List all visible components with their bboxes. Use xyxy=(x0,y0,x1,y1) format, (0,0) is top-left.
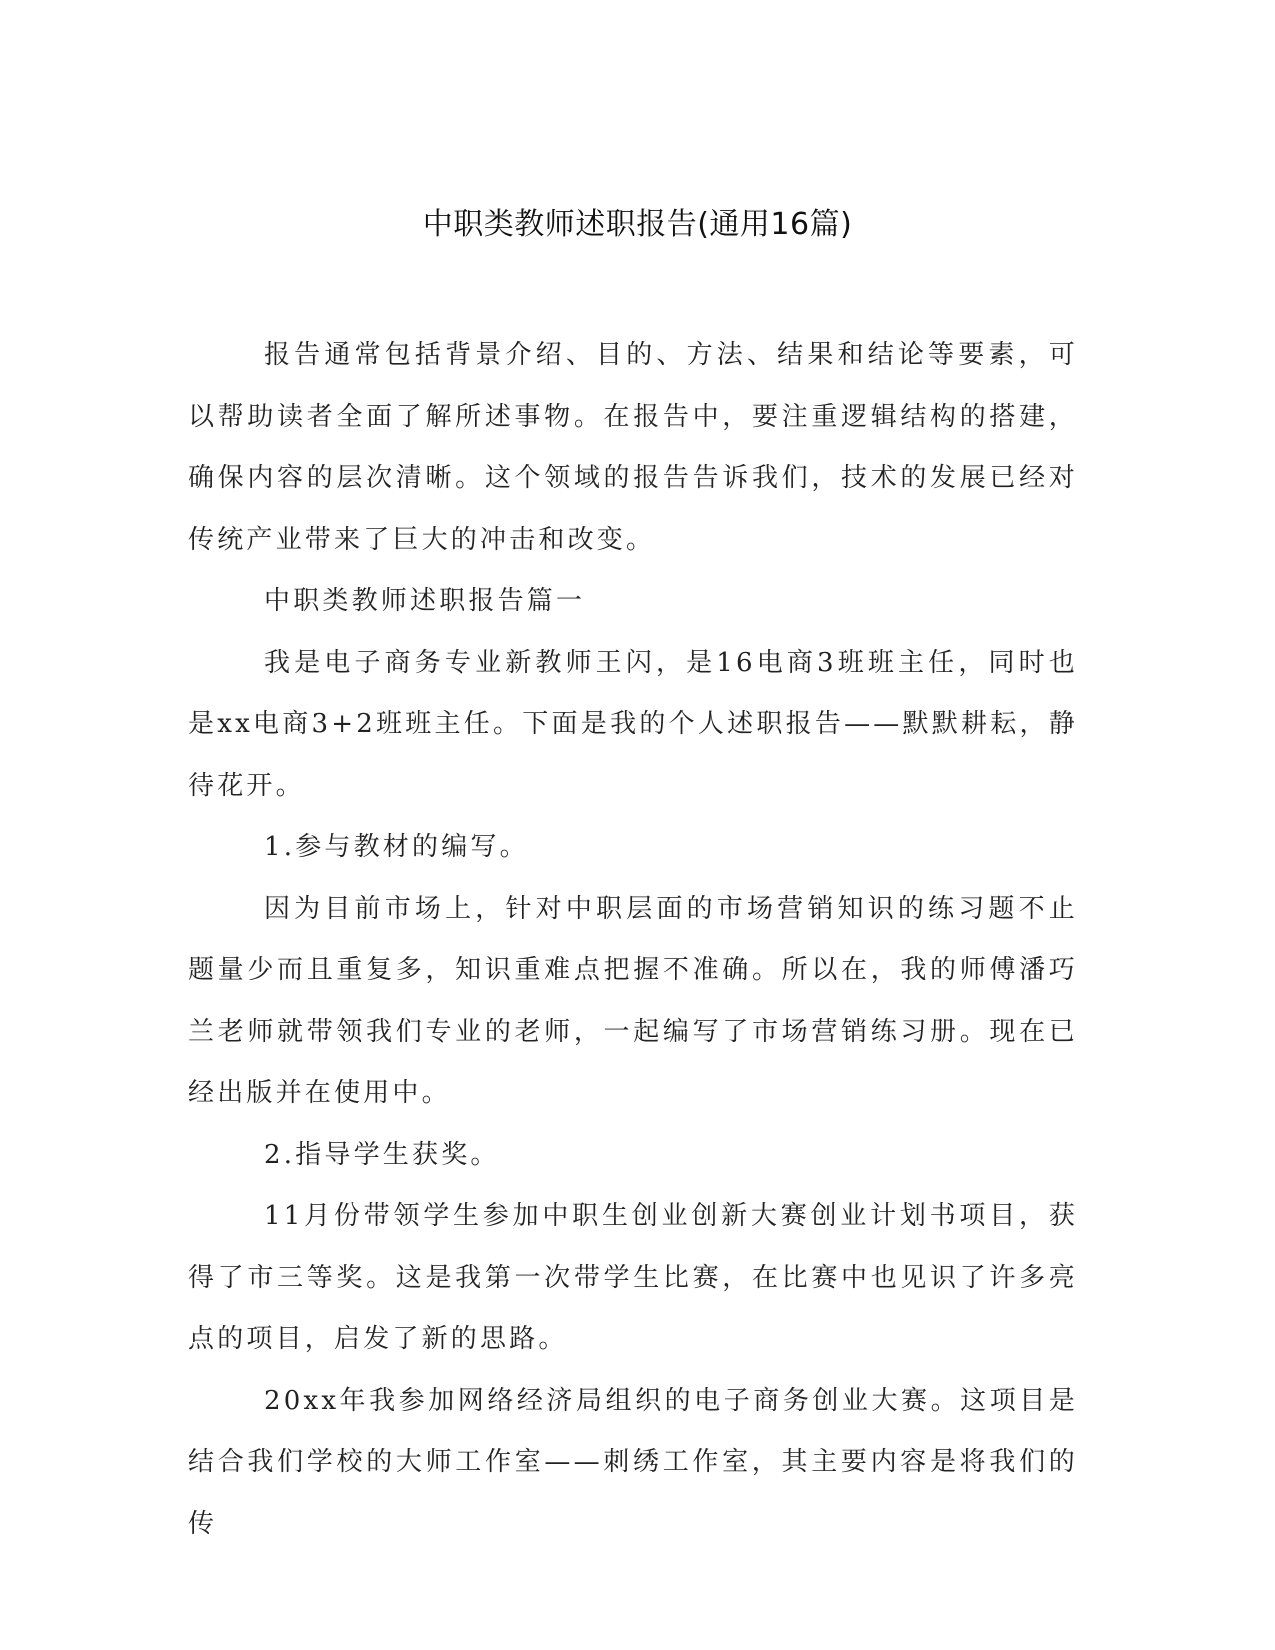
list-item-heading: 1.参与教材的编写。 xyxy=(264,832,529,862)
document-title: 中职类教师述职报告(通用16篇) xyxy=(422,207,853,242)
section-heading: 中职类教师述职报告篇一 xyxy=(264,586,586,616)
paragraph-intro: 报告通常包括背景介绍、目的、方法、结果和结论等要素，可以帮助读者全面了解所述事物。在报告中，要注重逻辑结构的搭建，确保内容的层次清晰。这个领域的报告告诉我们，技术的发展已经对传统产业带来了巨大的冲击和改变。 xyxy=(188,340,1078,555)
paragraph-self-intro: 我是电子商务专业新教师王闪，是16电商3班班主任，同时也是xx电商3+2班班主任。下面是我的个人述职报告——默默耕耘，静待花开。 xyxy=(188,647,1078,801)
paragraph-award: 11月份带领学生参加中职生创业创新大赛创业计划书项目，获得了市三等奖。这是我第一次带学生比赛，在比赛中也见识了许多亮点的项目，启发了新的思路。 xyxy=(188,1201,1078,1354)
list-item-heading: 2.指导学生获奖。 xyxy=(264,1139,500,1170)
paragraph-competition: 20xx年我参加网络经济局组织的电子商务创业大赛。这项目是结合我们学校的大师工作室——刺绣工作室，其主要内容是将我们的传 xyxy=(188,1385,1078,1539)
paragraph-textbook: 因为目前市场上，针对中职层面的市场营销知识的练习题不止题量少而且重复多，知识重难点把握不准确。所以在，我的师傅潘巧兰老师就带领我们专业的老师，一起编写了市场营销练习册。现在已经出版并在使用中。 xyxy=(188,893,1078,1108)
document-body xyxy=(188,325,1078,1555)
